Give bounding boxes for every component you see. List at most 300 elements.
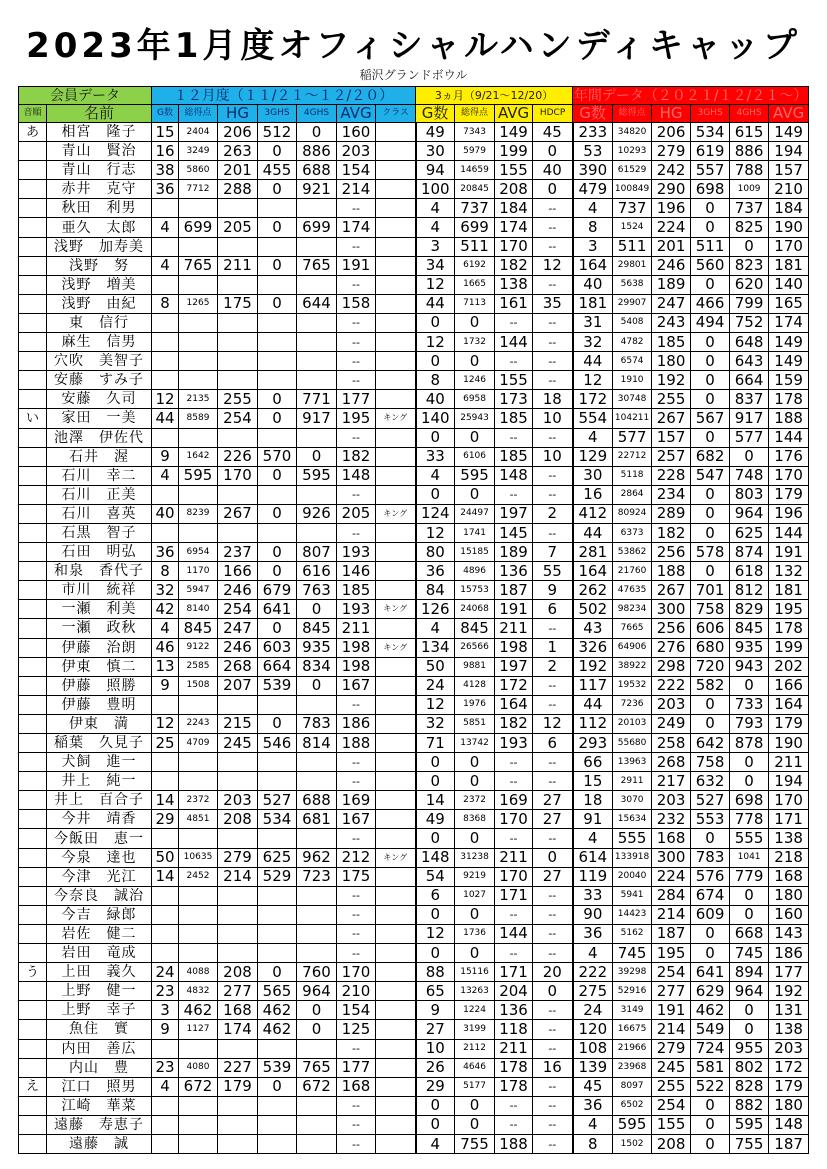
dec-total-cell xyxy=(179,371,218,390)
table-row xyxy=(19,390,809,409)
dec-total-cell xyxy=(179,753,218,772)
dec-total-cell xyxy=(179,428,218,447)
dec-avg-cell: -- xyxy=(337,924,376,943)
dec-avg-cell: -- xyxy=(337,313,376,332)
tm-games-cell: 54 xyxy=(416,867,455,886)
dec-total-cell: 3249 xyxy=(179,142,218,161)
yr-games-cell: 614 xyxy=(573,848,613,867)
yr-games-cell: 262 xyxy=(573,581,613,600)
dec-4ghs-cell: 926 xyxy=(297,504,337,523)
yr-3ghs-cell: 0 xyxy=(691,352,730,371)
dec-4ghs-cell xyxy=(297,523,337,542)
dec-3ghs-cell: 0 xyxy=(258,562,297,581)
member-name-cell: 石川 幸二 xyxy=(47,466,152,485)
tm-games-cell: 33 xyxy=(416,447,455,466)
yr-games-cell: 44 xyxy=(573,352,613,371)
kana-index-cell xyxy=(19,371,47,390)
table-row xyxy=(19,886,809,905)
tm-games-cell: 50 xyxy=(416,657,455,676)
yr-games-cell: 24 xyxy=(573,1001,613,1020)
col-dec-hg: HG xyxy=(218,105,258,123)
tm-avg-cell: -- xyxy=(495,1096,533,1115)
yr-avg-cell: 211 xyxy=(769,753,809,772)
yr-hg-cell: 276 xyxy=(652,638,691,657)
tm-avg-cell: 189 xyxy=(495,543,533,562)
yr-4ghs-cell: 802 xyxy=(730,1058,769,1077)
table-row xyxy=(19,772,809,791)
dec-total-cell xyxy=(179,944,218,963)
member-name-cell: 内田 善広 xyxy=(47,1039,152,1058)
table-row xyxy=(19,275,809,294)
col-yr-avg: AVG xyxy=(769,105,809,123)
yr-hg-cell: 206 xyxy=(652,123,691,142)
tm-avg-cell: 199 xyxy=(495,142,533,161)
table-row xyxy=(19,562,809,581)
dec-3ghs-cell: 534 xyxy=(258,810,297,829)
yr-total-cell: 21966 xyxy=(613,1039,652,1058)
tm-avg-cell: 170 xyxy=(495,867,533,886)
dec-total-cell xyxy=(179,1039,218,1058)
dec-4ghs-cell xyxy=(297,275,337,294)
table-row xyxy=(19,600,809,619)
yr-hg-cell: 222 xyxy=(652,676,691,695)
tm-games-cell: 49 xyxy=(416,810,455,829)
kana-index-cell xyxy=(19,714,47,733)
yr-4ghs-cell: 620 xyxy=(730,275,769,294)
dec-3ghs-cell: 641 xyxy=(258,600,297,619)
table-row xyxy=(19,867,809,886)
yr-games-cell: 412 xyxy=(573,504,613,523)
tm-games-cell: 14 xyxy=(416,791,455,810)
tm-hdcp-cell: 0 xyxy=(533,180,573,199)
tm-avg-cell: 182 xyxy=(495,714,533,733)
dec-4ghs-cell: 917 xyxy=(297,409,337,428)
yr-3ghs-cell: 0 xyxy=(691,562,730,581)
tm-games-cell: 26 xyxy=(416,1058,455,1077)
yr-4ghs-cell: 845 xyxy=(730,619,769,638)
dec-games-cell: 3 xyxy=(152,1001,179,1020)
dec-4ghs-cell xyxy=(297,772,337,791)
kana-index-cell xyxy=(19,1001,47,1020)
yr-3ghs-cell: 534 xyxy=(691,123,730,142)
dec-4ghs-cell xyxy=(297,886,337,905)
dec-avg-cell: 191 xyxy=(337,256,376,275)
dec-avg-cell: -- xyxy=(337,333,376,352)
kana-index-cell xyxy=(19,905,47,924)
tm-hdcp-cell: 6 xyxy=(533,600,573,619)
yr-hg-cell: 201 xyxy=(652,237,691,256)
dec-avg-cell: -- xyxy=(337,275,376,294)
tm-total-cell: 0 xyxy=(455,1096,495,1115)
yr-4ghs-cell: 823 xyxy=(730,256,769,275)
dec-avg-cell: -- xyxy=(337,1096,376,1115)
tm-hdcp-cell: 6 xyxy=(533,734,573,753)
column-header-row xyxy=(19,105,809,123)
dec-4ghs-cell xyxy=(297,753,337,772)
dec-avg-cell: 182 xyxy=(337,447,376,466)
table-row xyxy=(19,371,809,390)
col-dec-3ghs: 3GHS xyxy=(258,105,297,123)
kana-index-cell xyxy=(19,504,47,523)
tm-games-cell: 148 xyxy=(416,848,455,867)
yr-4ghs-cell: 894 xyxy=(730,963,769,982)
dec-3ghs-cell: 546 xyxy=(258,734,297,753)
col-dec-games: G数 xyxy=(152,105,179,123)
dec-hg-cell: 255 xyxy=(218,390,258,409)
dec-3ghs-cell: 679 xyxy=(258,581,297,600)
dec-total-cell: 9122 xyxy=(179,638,218,657)
dec-4ghs-cell: 0 xyxy=(297,123,337,142)
tm-avg-cell: 198 xyxy=(495,638,533,657)
dec-class-cell xyxy=(376,447,416,466)
yr-3ghs-cell: 0 xyxy=(691,428,730,447)
dec-4ghs-cell: 672 xyxy=(297,1077,337,1096)
kana-index-cell xyxy=(19,982,47,1001)
yr-hg-cell: 185 xyxy=(652,333,691,352)
tm-avg-cell: 178 xyxy=(495,1077,533,1096)
tm-games-cell: 12 xyxy=(416,333,455,352)
member-name-cell: 東 信行 xyxy=(47,313,152,332)
dec-3ghs-cell xyxy=(258,313,297,332)
dec-total-cell: 2452 xyxy=(179,867,218,886)
table-row xyxy=(19,810,809,829)
member-name-cell: 一瀬 利美 xyxy=(47,600,152,619)
dec-3ghs-cell xyxy=(258,886,297,905)
tm-total-cell: 1665 xyxy=(455,275,495,294)
dec-hg-cell xyxy=(218,886,258,905)
member-name-cell: 稲葉 久見子 xyxy=(47,734,152,753)
dec-hg-cell: 208 xyxy=(218,963,258,982)
yr-hg-cell: 246 xyxy=(652,256,691,275)
tm-hdcp-cell: -- xyxy=(533,275,573,294)
member-name-cell: 浅野 増美 xyxy=(47,275,152,294)
yr-total-cell: 1524 xyxy=(613,218,652,237)
dec-4ghs-cell: 688 xyxy=(297,161,337,180)
dec-4ghs-cell: 886 xyxy=(297,142,337,161)
tm-games-cell: 0 xyxy=(416,485,455,504)
dec-total-cell: 2135 xyxy=(179,390,218,409)
tm-total-cell: 2372 xyxy=(455,791,495,810)
member-name-cell: 今井 靖香 xyxy=(47,810,152,829)
yr-games-cell: 30 xyxy=(573,466,613,485)
dec-class-cell xyxy=(376,1134,416,1153)
dec-3ghs-cell: 462 xyxy=(258,1020,297,1039)
tm-total-cell: 0 xyxy=(455,944,495,963)
dec-avg-cell: -- xyxy=(337,905,376,924)
dec-hg-cell xyxy=(218,1115,258,1134)
dec-class-cell xyxy=(376,982,416,1001)
yr-games-cell: 275 xyxy=(573,982,613,1001)
dec-games-cell: 44 xyxy=(152,409,179,428)
dec-3ghs-cell: 529 xyxy=(258,867,297,886)
yr-total-cell: 61529 xyxy=(613,161,652,180)
tm-total-cell: 1741 xyxy=(455,523,495,542)
tm-total-cell: 15753 xyxy=(455,581,495,600)
tm-hdcp-cell: 7 xyxy=(533,543,573,562)
dec-total-cell xyxy=(179,772,218,791)
dec-3ghs-cell xyxy=(258,829,297,848)
yr-4ghs-cell: 1041 xyxy=(730,848,769,867)
dec-avg-cell: 158 xyxy=(337,294,376,313)
dec-4ghs-cell: 0 xyxy=(297,447,337,466)
tm-hdcp-cell: -- xyxy=(533,466,573,485)
tm-avg-cell: 191 xyxy=(495,600,533,619)
yr-total-cell: 47635 xyxy=(613,581,652,600)
dec-avg-cell: -- xyxy=(337,1134,376,1153)
dec-4ghs-cell xyxy=(297,485,337,504)
col-yr-4ghs: 4GHS xyxy=(730,105,769,123)
dec-4ghs-cell: 0 xyxy=(297,600,337,619)
dec-games-cell: 4 xyxy=(152,466,179,485)
member-name-cell: 今津 光江 xyxy=(47,867,152,886)
dec-avg-cell: -- xyxy=(337,428,376,447)
tm-hdcp-cell: -- xyxy=(533,676,573,695)
dec-games-cell: 25 xyxy=(152,734,179,753)
dec-hg-cell: 237 xyxy=(218,543,258,562)
dec-total-cell: 1508 xyxy=(179,676,218,695)
dec-games-cell xyxy=(152,1115,179,1134)
yr-avg-cell: 180 xyxy=(769,1096,809,1115)
table-row xyxy=(19,180,809,199)
yr-hg-cell: 298 xyxy=(652,657,691,676)
tm-total-cell: 595 xyxy=(455,466,495,485)
dec-class-cell xyxy=(376,142,416,161)
member-name-cell: 今泉 達也 xyxy=(47,848,152,867)
kana-index-cell xyxy=(19,313,47,332)
dec-class-cell xyxy=(376,695,416,714)
yr-avg-cell: 157 xyxy=(769,161,809,180)
dec-4ghs-cell xyxy=(297,1134,337,1153)
dec-class-cell xyxy=(376,294,416,313)
dec-class-cell xyxy=(376,352,416,371)
yr-total-cell: 19532 xyxy=(613,676,652,695)
yr-avg-cell: 210 xyxy=(769,180,809,199)
yr-3ghs-cell: 629 xyxy=(691,982,730,1001)
dec-total-cell: 5947 xyxy=(179,581,218,600)
yr-avg-cell: 192 xyxy=(769,982,809,1001)
dec-avg-cell: -- xyxy=(337,944,376,963)
dec-total-cell: 6954 xyxy=(179,543,218,562)
dec-hg-cell xyxy=(218,905,258,924)
dec-4ghs-cell xyxy=(297,695,337,714)
tm-hdcp-cell: 12 xyxy=(533,714,573,733)
yr-3ghs-cell: 0 xyxy=(691,333,730,352)
yr-avg-cell: 202 xyxy=(769,657,809,676)
tm-games-cell: 124 xyxy=(416,504,455,523)
dec-class-cell xyxy=(376,256,416,275)
member-name-cell: 井上 百合子 xyxy=(47,791,152,810)
dec-avg-cell: -- xyxy=(337,352,376,371)
dec-avg-cell: -- xyxy=(337,829,376,848)
table-row xyxy=(19,161,809,180)
yr-hg-cell: 182 xyxy=(652,523,691,542)
dec-total-cell: 845 xyxy=(179,619,218,638)
yr-4ghs-cell: 664 xyxy=(730,371,769,390)
yr-4ghs-cell: 0 xyxy=(730,237,769,256)
dec-hg-cell: 247 xyxy=(218,619,258,638)
kana-index-cell xyxy=(19,944,47,963)
dec-avg-cell: -- xyxy=(337,371,376,390)
member-name-cell: 浅野 由紀 xyxy=(47,294,152,313)
tm-avg-cell: 211 xyxy=(495,1039,533,1058)
dec-4ghs-cell xyxy=(297,352,337,371)
tm-avg-cell: 184 xyxy=(495,199,533,218)
yr-avg-cell: 176 xyxy=(769,447,809,466)
yr-4ghs-cell: 595 xyxy=(730,1115,769,1134)
dec-4ghs-cell xyxy=(297,924,337,943)
yr-avg-cell: 143 xyxy=(769,924,809,943)
tm-hdcp-cell: -- xyxy=(533,886,573,905)
yr-total-cell: 2864 xyxy=(613,485,652,504)
yr-avg-cell: 164 xyxy=(769,695,809,714)
tm-hdcp-cell: -- xyxy=(533,1020,573,1039)
yr-hg-cell: 267 xyxy=(652,581,691,600)
kana-index-cell xyxy=(19,791,47,810)
yr-hg-cell: 155 xyxy=(652,1115,691,1134)
dec-avg-cell: 188 xyxy=(337,734,376,753)
tm-hdcp-cell: -- xyxy=(533,428,573,447)
dec-total-cell: 672 xyxy=(179,1077,218,1096)
tm-avg-cell: 211 xyxy=(495,848,533,867)
tm-avg-cell: 138 xyxy=(495,275,533,294)
dec-class-cell xyxy=(376,123,416,142)
dec-hg-cell: 267 xyxy=(218,504,258,523)
yr-total-cell: 13963 xyxy=(613,753,652,772)
yr-4ghs-cell: 618 xyxy=(730,562,769,581)
dec-3ghs-cell xyxy=(258,1039,297,1058)
yr-4ghs-cell: 577 xyxy=(730,428,769,447)
kana-index-cell xyxy=(19,810,47,829)
yr-games-cell: 15 xyxy=(573,772,613,791)
yr-avg-cell: 178 xyxy=(769,390,809,409)
yr-avg-cell: 149 xyxy=(769,123,809,142)
dec-3ghs-cell xyxy=(258,523,297,542)
tm-total-cell: 511 xyxy=(455,237,495,256)
table-row xyxy=(19,543,809,562)
tm-games-cell: 4 xyxy=(416,199,455,218)
dec-4ghs-cell: 814 xyxy=(297,734,337,753)
tm-total-cell: 0 xyxy=(455,753,495,772)
tm-games-cell: 0 xyxy=(416,753,455,772)
dec-3ghs-cell xyxy=(258,275,297,294)
dec-games-cell: 50 xyxy=(152,848,179,867)
dec-hg-cell: 227 xyxy=(218,1058,258,1077)
dec-3ghs-cell: 527 xyxy=(258,791,297,810)
dec-avg-cell: -- xyxy=(337,886,376,905)
dec-4ghs-cell xyxy=(297,1115,337,1134)
member-name-cell: 伊東 慎二 xyxy=(47,657,152,676)
dec-class-cell xyxy=(376,543,416,562)
yr-total-cell: 20040 xyxy=(613,867,652,886)
table-row xyxy=(19,657,809,676)
dec-4ghs-cell: 765 xyxy=(297,256,337,275)
yr-total-cell: 737 xyxy=(613,199,652,218)
tm-total-cell: 5979 xyxy=(455,142,495,161)
yr-3ghs-cell: 527 xyxy=(691,791,730,810)
yr-4ghs-cell: 878 xyxy=(730,734,769,753)
tm-games-cell: 0 xyxy=(416,352,455,371)
tm-hdcp-cell: 27 xyxy=(533,810,573,829)
table-row xyxy=(19,695,809,714)
dec-class-cell: キング xyxy=(376,600,416,619)
yr-total-cell: 6502 xyxy=(613,1096,652,1115)
dec-games-cell: 16 xyxy=(152,142,179,161)
member-name-cell: 遠藤 寿恵子 xyxy=(47,1115,152,1134)
yr-games-cell: 4 xyxy=(573,944,613,963)
dec-3ghs-cell xyxy=(258,924,297,943)
dec-hg-cell: 254 xyxy=(218,409,258,428)
yr-total-cell: 4782 xyxy=(613,333,652,352)
tm-hdcp-cell: 10 xyxy=(533,447,573,466)
kana-index-cell: え xyxy=(19,1077,47,1096)
yr-total-cell: 555 xyxy=(613,829,652,848)
dec-3ghs-cell: 0 xyxy=(258,543,297,562)
group-annual: 年間データ（２０２１/１２/２１～） xyxy=(573,87,808,104)
dec-hg-cell xyxy=(218,371,258,390)
yr-4ghs-cell: 615 xyxy=(730,123,769,142)
yr-total-cell: 5162 xyxy=(613,924,652,943)
dec-games-cell: 12 xyxy=(152,390,179,409)
tm-games-cell: 0 xyxy=(416,1115,455,1134)
tm-total-cell: 13742 xyxy=(455,734,495,753)
dec-avg-cell: 203 xyxy=(337,142,376,161)
dec-hg-cell: 179 xyxy=(218,1077,258,1096)
yr-hg-cell: 228 xyxy=(652,466,691,485)
dec-class-cell xyxy=(376,562,416,581)
dec-hg-cell xyxy=(218,1134,258,1153)
dec-3ghs-cell xyxy=(258,371,297,390)
table-row xyxy=(19,428,809,447)
dec-total-cell xyxy=(179,695,218,714)
kana-index-cell xyxy=(19,447,47,466)
dec-hg-cell: 208 xyxy=(218,810,258,829)
yr-4ghs-cell: 799 xyxy=(730,294,769,313)
member-name-cell: 和泉 香代子 xyxy=(47,562,152,581)
dec-games-cell xyxy=(152,237,179,256)
dec-total-cell: 699 xyxy=(179,218,218,237)
dec-class-cell xyxy=(376,1020,416,1039)
member-name-cell: 安藤 久司 xyxy=(47,390,152,409)
tm-hdcp-cell: -- xyxy=(533,753,573,772)
yr-hg-cell: 256 xyxy=(652,619,691,638)
yr-hg-cell: 224 xyxy=(652,867,691,886)
yr-games-cell: 326 xyxy=(573,638,613,657)
yr-3ghs-cell: 553 xyxy=(691,810,730,829)
dec-games-cell: 23 xyxy=(152,1058,179,1077)
tm-avg-cell: 170 xyxy=(495,810,533,829)
tm-total-cell: 699 xyxy=(455,218,495,237)
tm-total-cell: 24068 xyxy=(455,600,495,619)
yr-4ghs-cell: 668 xyxy=(730,924,769,943)
yr-3ghs-cell: 576 xyxy=(691,867,730,886)
member-name-cell: 江崎 華菜 xyxy=(47,1096,152,1115)
dec-hg-cell: 246 xyxy=(218,581,258,600)
dec-4ghs-cell: 723 xyxy=(297,867,337,886)
dec-total-cell: 2372 xyxy=(179,791,218,810)
yr-hg-cell: 214 xyxy=(652,905,691,924)
yr-hg-cell: 203 xyxy=(652,791,691,810)
yr-3ghs-cell: 581 xyxy=(691,1058,730,1077)
dec-avg-cell: 210 xyxy=(337,982,376,1001)
yr-avg-cell: 159 xyxy=(769,371,809,390)
yr-4ghs-cell: 555 xyxy=(730,829,769,848)
tm-games-cell: 94 xyxy=(416,161,455,180)
tm-avg-cell: -- xyxy=(495,829,533,848)
yr-hg-cell: 180 xyxy=(652,352,691,371)
dec-class-cell xyxy=(376,867,416,886)
yr-avg-cell: 188 xyxy=(769,409,809,428)
tm-total-cell: 0 xyxy=(455,428,495,447)
